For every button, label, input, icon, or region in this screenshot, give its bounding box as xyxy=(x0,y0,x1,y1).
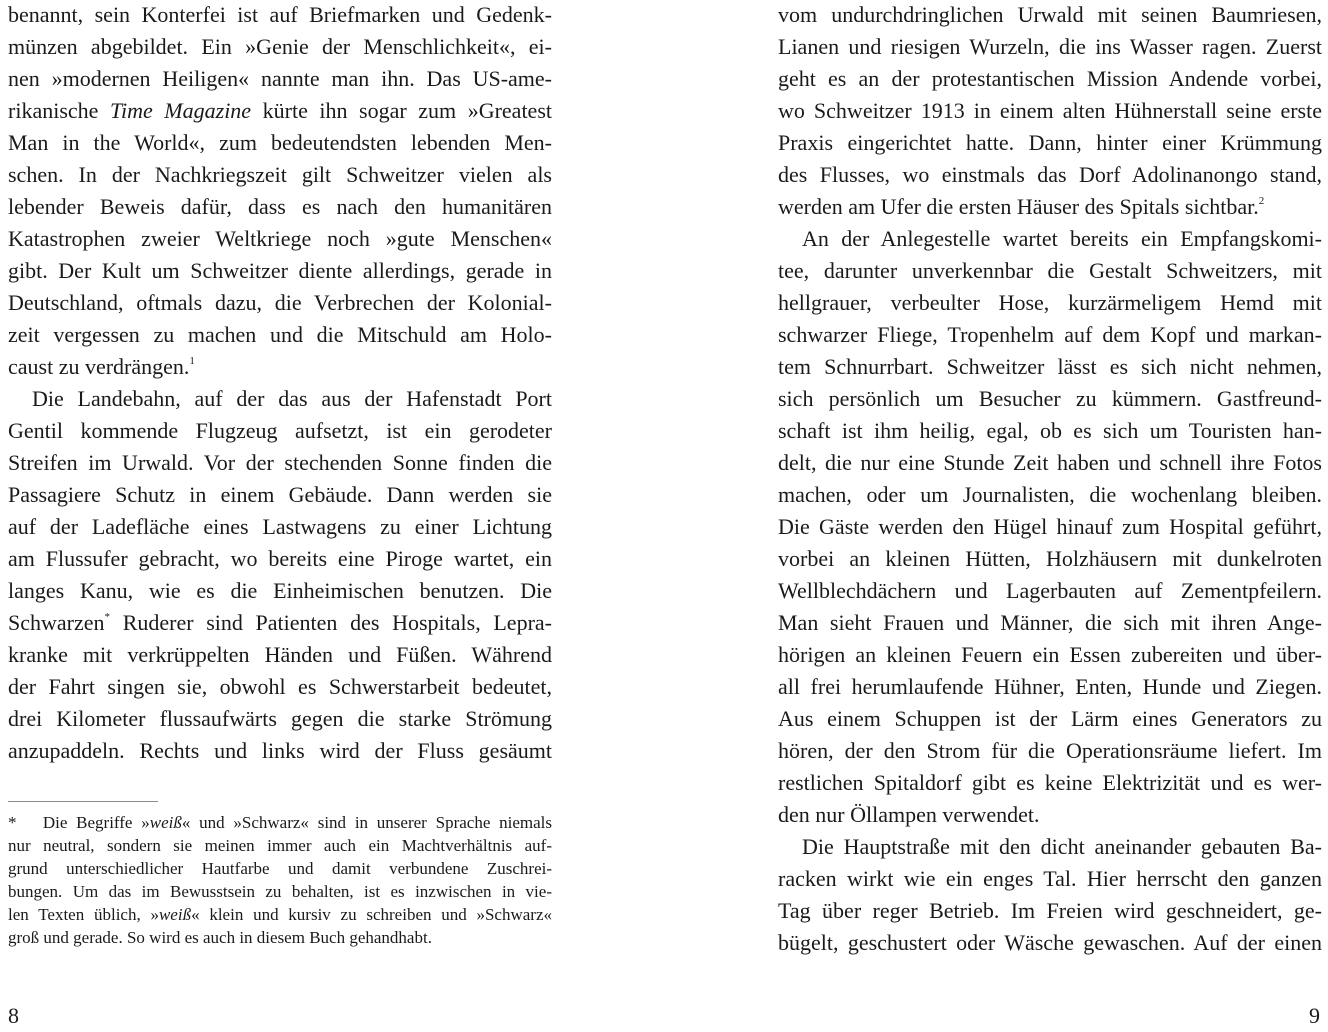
text-line: tem Schnurrbart. Schweitzer lässt es sich nicht nehmen, xyxy=(778,354,1322,379)
text-line: am Flussufer gebracht, wo bereits eine Piroge wartet, ein xyxy=(8,546,552,571)
text-line: Lianen und riesigen Wurzeln, die ins Wasser ragen. Zuerst xyxy=(778,34,1322,59)
text-line: schen. In der Nachkriegszeit gilt Schweitzer vielen als xyxy=(8,162,552,187)
text-line: sich persönlich um Besucher zu kümmern. Gastfreund- xyxy=(778,386,1322,411)
text-line: Katastrophen zweier Weltkriege noch »gute Menschen« xyxy=(8,226,552,251)
text-line: zeit vergessen zu machen und die Mitschuld am Holo- xyxy=(8,322,552,347)
page-number-right: 9 xyxy=(1309,1003,1320,1028)
footnote-line: bungen. Um das im Bewusstsein zu behalten, ist es inzwischen in vie- xyxy=(8,882,552,901)
text-line: kranke mit verkrüppelten Händen und Füßen. Während xyxy=(8,642,552,667)
right-page xyxy=(778,0,1322,1032)
paragraph-start: Die Landebahn, auf der das aus der Hafenstadt Port xyxy=(32,386,552,411)
text-line: des Flusses, wo einstmals das Dorf Adolinanongo stand, xyxy=(778,162,1322,187)
text-line: nen »modernen Heiligen« nannte man ihn. Das US-ame- xyxy=(8,66,552,91)
footnote-asterisk[interactable]: * xyxy=(104,610,111,623)
text-line: Wellblechdächern und Lagerbauten auf Zementpfeilern. xyxy=(778,578,1322,603)
text-line: Aus einem Schuppen ist der Lärm eines Generators zu xyxy=(778,706,1322,731)
text-line: vom undurchdringlichen Urwald mit seinen Baumriesen, xyxy=(778,2,1322,27)
text-line: der Fahrt singen sie, obwohl es Schwerstarbeit bedeutet, xyxy=(8,674,552,699)
text-line: Gentil kommende Flugzeug aufsetzt, ist ein gerodeter xyxy=(8,418,552,443)
footnote-divider xyxy=(8,801,158,802)
text-line: Man sieht Frauen und Männer, die sich mit ihren Ange- xyxy=(778,610,1322,635)
text-line: Passagiere Schutz in einem Gebäude. Dann werden sie xyxy=(8,482,552,507)
text-line: anzupaddeln. Rechts und links wird der Fluss gesäumt xyxy=(8,738,552,763)
text-line: lebender Beweis dafür, dass es nach den humanitären xyxy=(8,194,552,219)
text-line: machen, oder um Journalisten, die wochenlang bleiben. xyxy=(778,482,1322,507)
text-line: münzen abgebildet. Ein »Genie der Menschlichkeit«, ei- xyxy=(8,34,552,59)
text-line: wo Schweitzer 1913 in einem alten Hühnerstall seine erste xyxy=(778,98,1322,123)
page-number-left: 8 xyxy=(8,1003,19,1028)
text-line: rikanische Time Magazine kürte ihn sogar zum »Greatest xyxy=(8,98,552,123)
left-page xyxy=(8,0,552,1032)
text-line: gibt. Der Kult um Schweitzer diente allerdings, gerade in xyxy=(8,258,552,283)
text-line: vorbei an kleinen Hütten, Holzhäusern mit dunkelroten xyxy=(778,546,1322,571)
footnote-line: grund unterschiedlicher Hautfarbe und damit verbundene Zuschrei- xyxy=(8,859,552,878)
text-line: schaft ist ihm heilig, egal, ob es sich um Touristen han- xyxy=(778,418,1322,443)
footnote-line: groß und gerade. So wird es auch in diesem Buch gehandhabt. xyxy=(8,928,432,947)
text-line: hellgrauer, verbeulter Hose, kurzärmeligem Hemd mit xyxy=(778,290,1322,315)
paragraph-start: Die Hauptstraße mit den dicht aneinander gebauten Ba- xyxy=(802,834,1322,859)
footnote-line: len Texten üblich, »weiß« klein und kursiv zu schreiben und »Schwarz« xyxy=(8,905,553,924)
text-line: hören, der den Strom für die Operationsräume liefert. Im xyxy=(778,738,1322,763)
text-line: schwarzer Fliege, Tropenhelm auf dem Kopf und markan- xyxy=(778,322,1322,347)
text-line: Praxis eingerichtet hatte. Dann, hinter einer Krümmung xyxy=(778,130,1322,155)
text-line: tee, darunter unverkennbar die Gestalt Schweitzers, mit xyxy=(778,258,1322,283)
text-line: werden am Ufer die ersten Häuser des Spitals sichtbar.$^2$ xyxy=(778,194,1265,219)
italic-title: Time Magazine xyxy=(109,98,252,123)
text-line: geht es an der protestantischen Mission Andende vorbei, xyxy=(778,66,1322,91)
footnote-line: * Die Begriffe »weiß« und »Schwarz« sind in unserer Sprache niemals xyxy=(8,813,553,832)
text-line: Deutschland, oftmals dazu, die Verbrechen der Kolonial- xyxy=(8,290,552,315)
text-line: auf der Ladefläche eines Lastwagens zu einer Lichtung xyxy=(8,514,552,539)
text-line: racken wirkt wie ein enges Tal. Hier herrscht den ganzen xyxy=(778,866,1322,891)
text-line: restlichen Spitaldorf gibt es keine Elektrizität und es wer- xyxy=(778,770,1322,795)
text-line: benannt, sein Konterfei ist auf Briefmarken und Gedenk- xyxy=(8,2,552,27)
text-line: caust zu verdrängen.$^1$ xyxy=(8,354,195,379)
text-line: drei Kilometer flussaufwärts gegen die starke Strömung xyxy=(8,706,552,731)
text-line: hörigen an kleinen Feuern ein Essen zubereiten und über- xyxy=(778,642,1322,667)
paragraph-start: An der Anlegestelle wartet bereits ein Empfangskomi- xyxy=(802,226,1322,251)
text-line: Man in the World«, zum bedeutendsten lebenden Men- xyxy=(8,130,552,155)
footnote-reference[interactable]: 2 xyxy=(1258,194,1265,207)
text-line: Die Gäste werden den Hügel hinauf zum Hospital geführt, xyxy=(778,514,1322,539)
footnote-line: nur neutral, sondern sie meinen immer auch ein Machtverhältnis auf- xyxy=(8,836,552,855)
text-line: bügelt, geschustert oder Wäsche gewaschen. Auf der einen xyxy=(778,930,1322,955)
text-line: delt, die nur eine Stunde Zeit haben und schnell ihre Fotos xyxy=(778,450,1322,475)
text-line: Tag über reger Betrieb. Im Freien wird geschneidert, ge- xyxy=(778,898,1322,923)
text-line: Streifen im Urwald. Vor der stechenden Sonne finden die xyxy=(8,450,552,475)
text-line: all frei herumlaufende Hühner, Enten, Hunde und Ziegen. xyxy=(778,674,1322,699)
text-line: den nur Öllampen verwendet. xyxy=(778,802,1040,827)
text-line: langes Kanu, wie es die Einheimischen benutzen. Die xyxy=(8,578,552,603)
footnote-reference[interactable]: 1 xyxy=(189,354,195,367)
text-line: Schwarzen* Ruderer sind Patienten des Hospitals, Lepra- xyxy=(8,610,552,635)
